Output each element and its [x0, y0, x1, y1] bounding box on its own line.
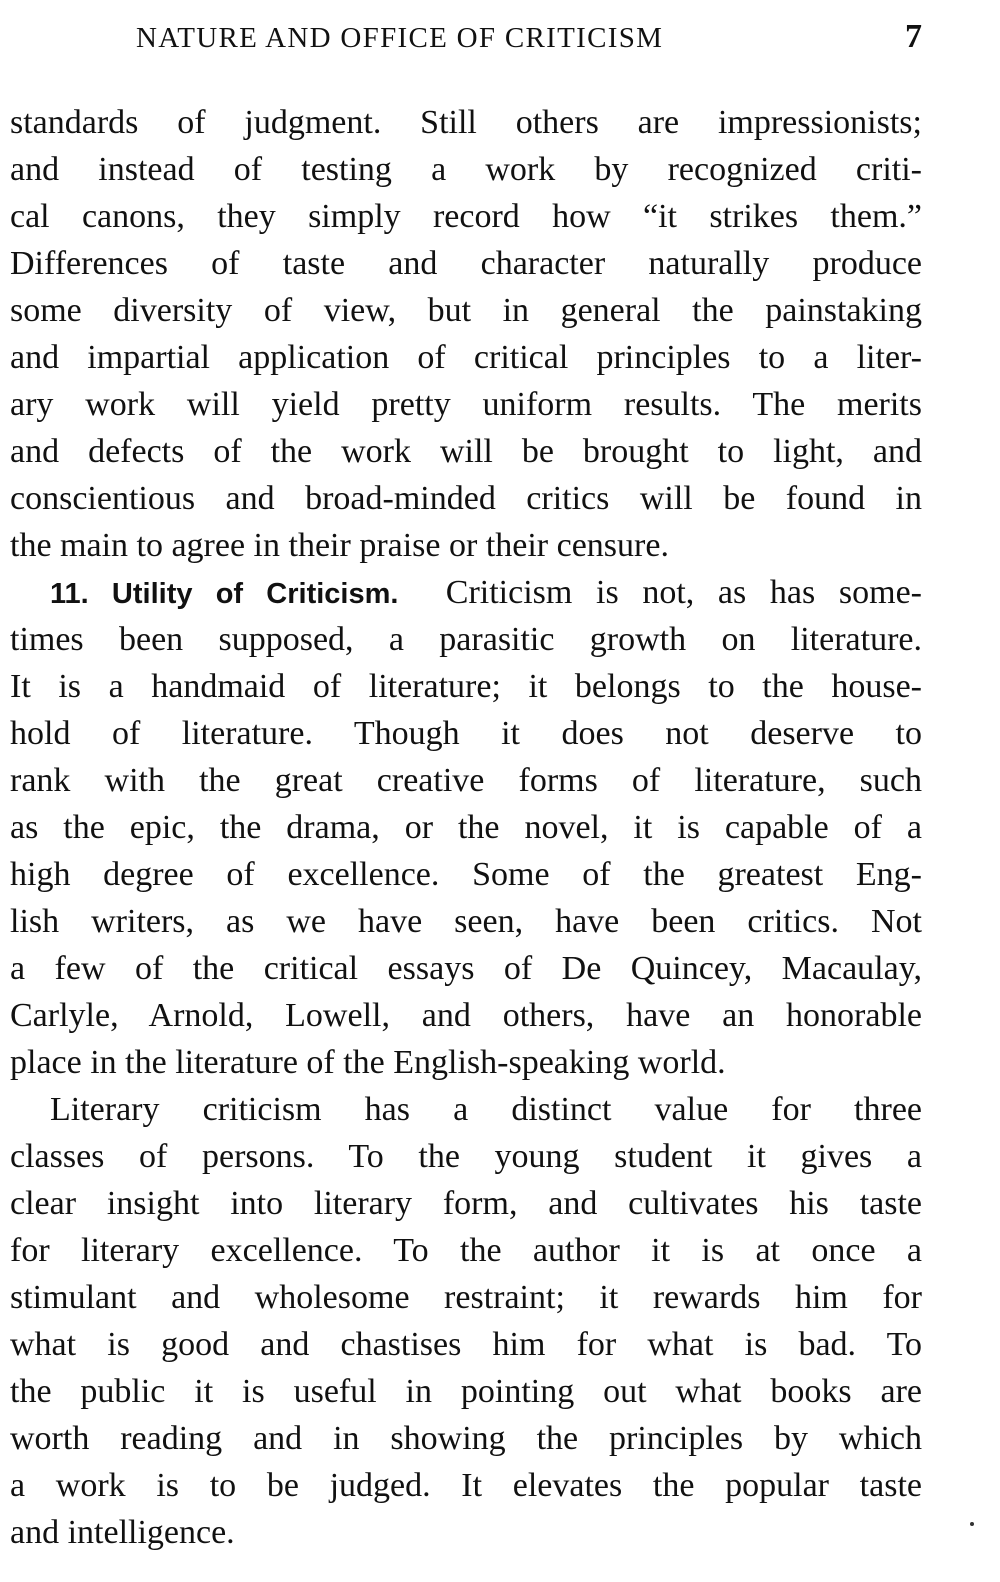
text-line: Carlyle, Arnold, Lowell, and others, have an honorable [10, 997, 922, 1034]
text-line: ary work will yield pretty uniform results. The merits [10, 386, 922, 423]
paragraph-value-of-criticism [10, 1086, 922, 1556]
text-line: the public it is useful in pointing out what books are [10, 1373, 922, 1410]
text-line: and intelligence. [10, 1514, 235, 1551]
section-utility-of-criticism [10, 569, 922, 1086]
ink-speck [970, 1522, 974, 1526]
text-line: Differences of taste and character naturally produce [10, 245, 922, 282]
section-first-line [10, 569, 922, 616]
body-text [10, 99, 922, 1556]
text-line: for literary excellence. To the author it is at once a [10, 1232, 922, 1269]
text-line: and instead of testing a work by recognized criti- [10, 151, 922, 188]
text-line: rank with the great creative forms of literature, such [10, 762, 922, 799]
text-line: high degree of excellence. Some of the greatest Eng- [10, 856, 922, 893]
text-line: and impartial application of critical principles to a liter- [10, 339, 922, 376]
text-line: standards of judgment. Still others are impressionists; [10, 104, 922, 141]
section-first-line-text: Criticism is not, as has some- [445, 574, 922, 611]
running-title: NATURE AND OFFICE OF CRITICISM [136, 22, 664, 54]
text-line: cal canons, they simply record how “it strikes them.” [10, 198, 922, 235]
text-line: stimulant and wholesome restraint; it rewards him for [10, 1279, 922, 1316]
text-line: It is a handmaid of literature; it belongs to the house- [10, 668, 922, 705]
text-line: a work is to be judged. It elevates the popular taste [10, 1467, 922, 1504]
page-number: 7 [905, 18, 922, 55]
text-line: hold of literature. Though it does not deserve to [10, 715, 922, 752]
text-line: and defects of the work will be brought to light, and [10, 433, 922, 470]
text-line: place in the literature of the English-speaking world. [10, 1044, 726, 1081]
running-head [10, 20, 922, 66]
text-line: what is good and chastises him for what is bad. To [10, 1326, 922, 1363]
text-line: worth reading and in showing the principles by which [10, 1420, 922, 1457]
text-line: the main to agree in their praise or their censure. [10, 527, 669, 564]
text-line: conscientious and broad-minded critics will be found in [10, 480, 922, 517]
text-line: times been supposed, a parasitic growth on literature. [10, 621, 922, 658]
text-line: a few of the critical essays of De Quincey, Macaulay, [10, 950, 922, 987]
text-line: Literary criticism has a distinct value for three [50, 1091, 922, 1128]
text-line: clear insight into literary form, and cultivates his taste [10, 1185, 922, 1222]
text-line: some diversity of view, but in general the painstaking [10, 292, 922, 329]
text-line: as the epic, the drama, or the novel, it is capable of a [10, 809, 922, 846]
section-heading: 11. Utility of Criticism. [50, 578, 399, 610]
paragraph-judgment [10, 99, 922, 569]
text-line: classes of persons. To the young student it gives a [10, 1138, 922, 1175]
text-line: lish writers, as we have seen, have been critics. Not [10, 903, 922, 940]
